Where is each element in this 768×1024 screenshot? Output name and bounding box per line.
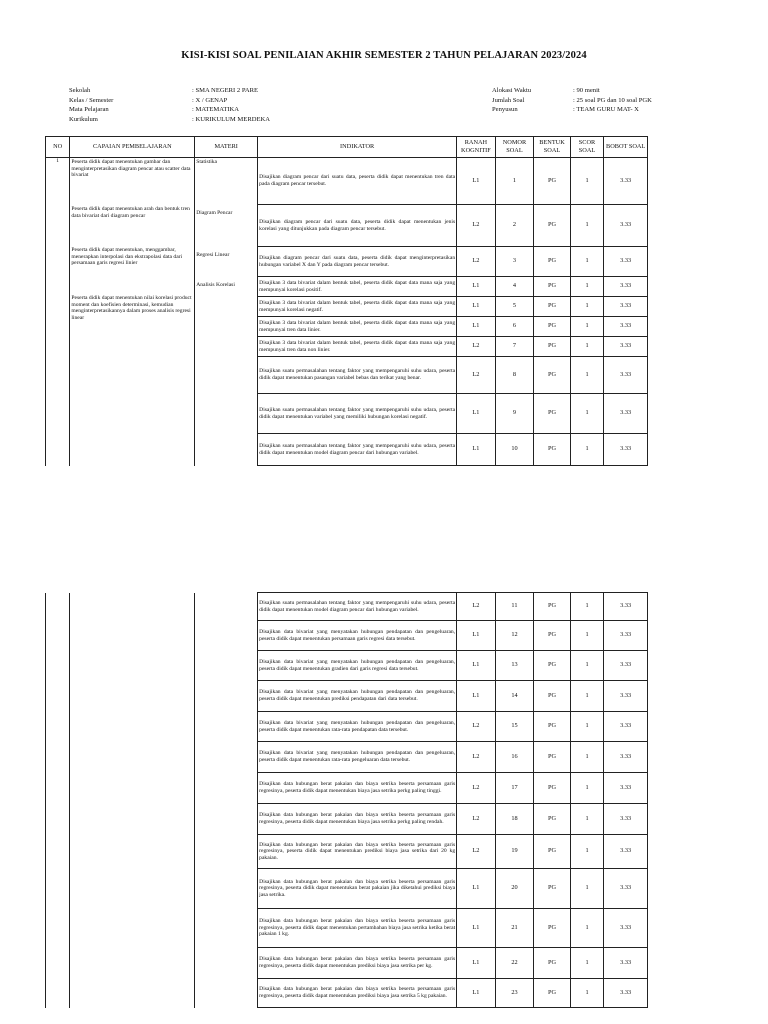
bobot-soal-cell: 3.33 — [604, 621, 648, 651]
bentuk-soal-cell: PG — [534, 394, 571, 434]
meta-row — [69, 115, 270, 125]
bobot-soal-cell: 3.33 — [604, 909, 648, 948]
ranah-cell: L2 — [457, 712, 496, 742]
bobot-soal-cell: 3.33 — [604, 394, 648, 434]
bobot-soal-cell: 3.33 — [604, 317, 648, 337]
bobot-soal-cell: 3.33 — [604, 712, 648, 742]
meta-right — [492, 86, 652, 115]
scor-soal-cell: 1 — [570, 434, 604, 466]
materi-item: Statistika — [196, 159, 218, 165]
bentuk-soal-cell: PG — [534, 979, 571, 1008]
indikator-cell: Disajikan data hubungan berat pakaian dan biaya setrika beserta persamaan garis regresinya, peserta didik dapat menentukan prediksi biaya jasa setrika per kg. — [258, 948, 457, 979]
meta-row — [492, 86, 652, 96]
meta-key: Mata Pelajaran — [69, 106, 109, 113]
capaian-item: Peserta didik dapat menentukan nilai korelasi product moment dan koefisien determinasi, kemudian menginterpretasikannya dalam proses analisis regresi linear — [71, 295, 192, 321]
meta-left — [69, 86, 270, 124]
header-nomor: NOMOR SOAL — [495, 137, 534, 158]
materi-cell — [195, 593, 258, 1008]
bobot-soal-cell: 3.33 — [604, 651, 648, 681]
ranah-cell: L2 — [457, 804, 496, 835]
row-number-cell: 1 — [46, 158, 70, 466]
ranah-cell: L2 — [457, 593, 496, 621]
bentuk-soal-cell: PG — [534, 247, 571, 277]
meta-value: : X / GENAP — [192, 96, 228, 104]
bobot-soal-cell: 3.33 — [604, 158, 648, 205]
scor-soal-cell: 1 — [570, 337, 604, 357]
nomor-soal-cell: 7 — [495, 337, 534, 357]
ranah-cell: L1 — [457, 979, 496, 1008]
scor-soal-cell: 1 — [570, 277, 604, 297]
header-capaian: CAPAIAN PEMBELAJARAN — [70, 137, 195, 158]
bobot-soal-cell: 3.33 — [604, 593, 648, 621]
capaian-cell — [70, 158, 195, 466]
bentuk-soal-cell: PG — [534, 297, 571, 317]
indikator-cell: Disajikan data bivariat yang menyatakan hubungan pendapatan dan pengeluaran, peserta didik dapat menentukan gradien dari garis regresi data tersebut. — [258, 651, 457, 681]
scor-soal-cell: 1 — [570, 621, 604, 651]
scor-soal-cell: 1 — [570, 681, 604, 712]
ranah-cell: L2 — [457, 205, 496, 247]
nomor-soal-cell: 2 — [495, 205, 534, 247]
ranah-cell: L1 — [457, 621, 496, 651]
nomor-soal-cell: 5 — [495, 297, 534, 317]
indikator-cell: Disajikan data hubungan berat pakaian dan biaya setrika beserta persamaan garis regresinya, peserta didik dapat menentukan prediksi biaya jasa setrika dari 20 kg pakaian. — [258, 835, 457, 869]
bentuk-soal-cell: PG — [534, 158, 571, 205]
nomor-soal-cell: 16 — [495, 742, 534, 773]
bentuk-soal-cell: PG — [534, 869, 571, 909]
ranah-cell: L1 — [457, 651, 496, 681]
capaian-cell — [70, 593, 195, 1008]
scor-soal-cell: 1 — [570, 317, 604, 337]
bentuk-soal-cell: PG — [534, 357, 571, 394]
scor-soal-cell: 1 — [570, 593, 604, 621]
bobot-soal-cell: 3.33 — [604, 357, 648, 394]
nomor-soal-cell: 22 — [495, 948, 534, 979]
nomor-soal-cell: 12 — [495, 621, 534, 651]
scor-soal-cell: 1 — [570, 869, 604, 909]
materi-item: Diagram Pencar — [196, 210, 233, 216]
row-number-cell — [46, 593, 70, 1008]
bentuk-soal-cell: PG — [534, 317, 571, 337]
scor-soal-cell: 1 — [570, 651, 604, 681]
ranah-cell: L1 — [457, 869, 496, 909]
header-scor: SCOR SOAL — [570, 137, 604, 158]
meta-value: : TEAM GURU MAT- X — [573, 106, 639, 113]
indikator-cell: Disajikan data hubungan berat pakaian dan biaya setrika beserta persamaan garis regresinya, peserta didik dapat menentukan berat pakaian jika diketahui prediksi biaya jasa setrika. — [258, 869, 457, 909]
nomor-soal-cell: 9 — [495, 394, 534, 434]
indikator-cell: Disajikan data bivariat yang menyatakan hubungan pendapatan dan pengeluaran, peserta didik dapat menentukan rata-rata pengeluaran data tersebut. — [258, 742, 457, 773]
bobot-soal-cell: 3.33 — [604, 773, 648, 804]
indikator-cell: Disajikan suatu permasalahan tentang faktor yang mempengaruhi suhu udara, peserta didik dapat menentukan pasangan variabel bebas dan terikat yang benar. — [258, 357, 457, 394]
bentuk-soal-cell: PG — [534, 277, 571, 297]
indikator-cell: Disajikan suatu permasalahan tentang faktor yang mempengaruhi suhu udara, peserta didik dapat menentukan model diagram pencar dari hubungan variabel. — [258, 434, 457, 466]
ranah-cell: L1 — [457, 297, 496, 317]
meta-key: Sekolah — [69, 87, 91, 94]
capaian-item: Peserta didik dapat menentukan gambar dan menginterpretasikan diagram pencar atau scatter data bivariat — [71, 159, 191, 179]
meta-row — [69, 105, 270, 115]
scor-soal-cell: 1 — [570, 773, 604, 804]
ranah-cell: L2 — [457, 773, 496, 804]
table-row — [46, 593, 648, 621]
meta-key: Penyusun — [492, 106, 518, 113]
meta-row — [69, 96, 270, 106]
meta-row — [492, 96, 652, 106]
indikator-cell: Disajikan 3 data bivariat dalam bentuk tabel, peserta didik dapat data mana saja yang mempunyai korelasi positif. — [258, 277, 457, 297]
indikator-cell: Disajikan diagram pencar dari suatu data, peserta didik dapat menentukan jenis korelasi yang ditunjukkan pada diagram pencar tersebut. — [258, 205, 457, 247]
nomor-soal-cell: 3 — [495, 247, 534, 277]
meta-key: Alokasi Waktu — [492, 87, 532, 94]
ranah-cell: L1 — [457, 158, 496, 205]
bobot-soal-cell: 3.33 — [604, 205, 648, 247]
indikator-cell: Disajikan data bivariat yang menyatakan hubungan pendapatan dan pengeluaran, peserta didik dapat menentukan persamaan garis regresi data tersebut. — [258, 621, 457, 651]
bentuk-soal-cell: PG — [534, 804, 571, 835]
meta-value: : 90 menit — [573, 87, 600, 94]
ranah-cell: L2 — [457, 742, 496, 773]
table-row — [46, 158, 648, 205]
bentuk-soal-cell: PG — [534, 593, 571, 621]
bentuk-soal-cell: PG — [534, 835, 571, 869]
indikator-cell: Disajikan data hubungan berat pakaian dan biaya setrika beserta persamaan garis regresinya, peserta didik dapat menentukan biaya jasa setrika perkg paling rendah. — [258, 804, 457, 835]
ranah-cell: L2 — [457, 337, 496, 357]
indikator-cell: Disajikan data hubungan berat pakaian dan biaya setrika beserta persamaan garis regresinya, peserta didik dapat menentukan pertambahan biaya jasa setrika ketika berat pakaian 1 kg. — [258, 909, 457, 948]
capaian-item: Peserta didik dapat menentukan, menggambar, menerapkan interpolasi dan ekstrapolasi data dari persamaan garis regresi linier — [71, 247, 183, 267]
ranah-cell: L1 — [457, 909, 496, 948]
header-indikator: INDIKATOR — [258, 137, 457, 158]
materi-item: Analisis Korelasi — [196, 282, 235, 288]
bobot-soal-cell: 3.33 — [604, 804, 648, 835]
scor-soal-cell: 1 — [570, 804, 604, 835]
nomor-soal-cell: 19 — [495, 835, 534, 869]
header-no: NO — [46, 137, 70, 158]
nomor-soal-cell: 11 — [495, 593, 534, 621]
nomor-soal-cell: 14 — [495, 681, 534, 712]
bobot-soal-cell: 3.33 — [604, 681, 648, 712]
scor-soal-cell: 1 — [570, 158, 604, 205]
meta-key: Kurikulum — [69, 115, 98, 123]
scor-soal-cell: 1 — [570, 712, 604, 742]
bobot-soal-cell: 3.33 — [604, 948, 648, 979]
ranah-cell: L1 — [457, 317, 496, 337]
header-bobot: BOBOT SOAL — [604, 137, 648, 158]
bentuk-soal-cell: PG — [534, 621, 571, 651]
nomor-soal-cell: 13 — [495, 651, 534, 681]
indikator-cell: Disajikan 3 data bivariat dalam bentuk tabel, peserta didik dapat data mana saja yang mempunyai korelasi negatif. — [258, 297, 457, 317]
bobot-soal-cell: 3.33 — [604, 297, 648, 317]
ranah-cell: L1 — [457, 681, 496, 712]
header-bentuk: BENTUK SOAL — [534, 137, 571, 158]
ranah-cell: L2 — [457, 247, 496, 277]
bentuk-soal-cell: PG — [534, 742, 571, 773]
kisi-kisi-table-page-2 — [45, 592, 648, 1008]
bentuk-soal-cell: PG — [534, 434, 571, 466]
header-materi: MATERI — [195, 137, 258, 158]
scor-soal-cell: 1 — [570, 205, 604, 247]
ranah-cell: L2 — [457, 835, 496, 869]
bentuk-soal-cell: PG — [534, 712, 571, 742]
ranah-cell: L2 — [457, 357, 496, 394]
nomor-soal-cell: 4 — [495, 277, 534, 297]
ranah-cell: L1 — [457, 434, 496, 466]
bentuk-soal-cell: PG — [534, 651, 571, 681]
indikator-cell: Disajikan diagram pencar dari suatu data, peserta didik dapat menginterpretasikan hubungan variabel X dan Y pada diagram pencar tersebut. — [258, 247, 457, 277]
bobot-soal-cell: 3.33 — [604, 742, 648, 773]
scor-soal-cell: 1 — [570, 909, 604, 948]
nomor-soal-cell: 8 — [495, 357, 534, 394]
meta-value: : MATEMATIKA — [192, 106, 240, 113]
scor-soal-cell: 1 — [570, 979, 604, 1008]
nomor-soal-cell: 20 — [495, 869, 534, 909]
header-ranah: RANAH KOGNITIF — [457, 137, 496, 158]
kisi-kisi-table-page-1 — [45, 136, 648, 466]
meta-value: : SMA NEGERI 2 PARE — [192, 87, 259, 94]
bobot-soal-cell: 3.33 — [604, 869, 648, 909]
nomor-soal-cell: 10 — [495, 434, 534, 466]
scor-soal-cell: 1 — [570, 297, 604, 317]
bobot-soal-cell: 3.33 — [604, 247, 648, 277]
ranah-cell: L1 — [457, 948, 496, 979]
meta-value: : 25 soal PG dan 10 soal PGK — [573, 96, 652, 104]
scor-soal-cell: 1 — [570, 394, 604, 434]
scor-soal-cell: 1 — [570, 357, 604, 394]
meta-row — [69, 86, 270, 96]
nomor-soal-cell: 15 — [495, 712, 534, 742]
indikator-cell: Disajikan 3 data bivariat dalam bentuk tabel, peserta didik dapat data mana saja yang mempunyai tren data non linier. — [258, 337, 457, 357]
scor-soal-cell: 1 — [570, 835, 604, 869]
capaian-item: Peserta didik dapat menentukan arah dan bentuk tren data bivariat dari diagram pencar — [71, 206, 190, 219]
nomor-soal-cell: 18 — [495, 804, 534, 835]
bobot-soal-cell: 3.33 — [604, 277, 648, 297]
bentuk-soal-cell: PG — [534, 681, 571, 712]
scor-soal-cell: 1 — [570, 742, 604, 773]
bentuk-soal-cell: PG — [534, 205, 571, 247]
bobot-soal-cell: 3.33 — [604, 337, 648, 357]
scor-soal-cell: 1 — [570, 948, 604, 979]
indikator-cell: Disajikan diagram pencar dari suatu data, peserta didik dapat menentukan tren data pada diagram pencar tersebut. — [258, 158, 457, 205]
bentuk-soal-cell: PG — [534, 773, 571, 804]
bobot-soal-cell: 3.33 — [604, 434, 648, 466]
indikator-cell: Disajikan suatu permasalahan tentang faktor yang mempengaruhi suhu udara, peserta didik dapat menentukan variabel yang memiliki hubungan korelasi negatif. — [258, 394, 457, 434]
bentuk-soal-cell: PG — [534, 337, 571, 357]
nomor-soal-cell: 21 — [495, 909, 534, 948]
meta-key: Jumlah Soal — [492, 96, 525, 104]
bobot-soal-cell: 3.33 — [604, 835, 648, 869]
meta-key: Kelas / Semester — [69, 96, 114, 104]
ranah-cell: L1 — [457, 394, 496, 434]
bentuk-soal-cell: PG — [534, 909, 571, 948]
meta-value: : KURIKULUM MERDEKA — [192, 115, 271, 123]
indikator-cell: Disajikan data hubungan berat pakaian dan biaya setrika beserta persamaan garis regresinya, peserta didik dapat menentukan prediksi biaya jasa setrika 5 kg pakaian. — [258, 979, 457, 1008]
indikator-cell: Disajikan suatu permasalahan tentang faktor yang mempengaruhi suhu udara, peserta didik dapat menentukan model diagram pencar dari hubungan variabel. — [258, 593, 457, 621]
ranah-cell: L1 — [457, 277, 496, 297]
bentuk-soal-cell: PG — [534, 948, 571, 979]
nomor-soal-cell: 1 — [495, 158, 534, 205]
scor-soal-cell: 1 — [570, 247, 604, 277]
indikator-cell: Disajikan data hubungan berat pakaian dan biaya setrika beserta persamaan garis regresinya, peserta didik dapat menentukan biaya jasa setrika perkg paling tinggi. — [258, 773, 457, 804]
nomor-soal-cell: 6 — [495, 317, 534, 337]
document-title: KISI-KISI SOAL PENILAIAN AKHIR SEMESTER 2 TAHUN PELAJARAN 2023/2024 — [181, 50, 587, 61]
materi-item: Regresi Linear — [196, 252, 230, 258]
indikator-cell: Disajikan data bivariat yang menyatakan hubungan pendapatan dan pengeluaran, peserta didik dapat menentukan rata-rata pendapatan data tersebut. — [258, 712, 457, 742]
indikator-cell: Disajikan data bivariat yang menyatakan hubungan pendapatan dan pengeluaran, peserta didik dapat menentukan prediksi pendapatan dari data tersebut. — [258, 681, 457, 712]
indikator-cell: Disajikan 3 data bivariat dalam bentuk tabel, peserta didik dapat data mana saja yang mempunyai tren data linier. — [258, 317, 457, 337]
meta-row — [492, 105, 652, 115]
nomor-soal-cell: 23 — [495, 979, 534, 1008]
nomor-soal-cell: 17 — [495, 773, 534, 804]
bobot-soal-cell: 3.33 — [604, 979, 648, 1008]
materi-cell — [195, 158, 258, 466]
